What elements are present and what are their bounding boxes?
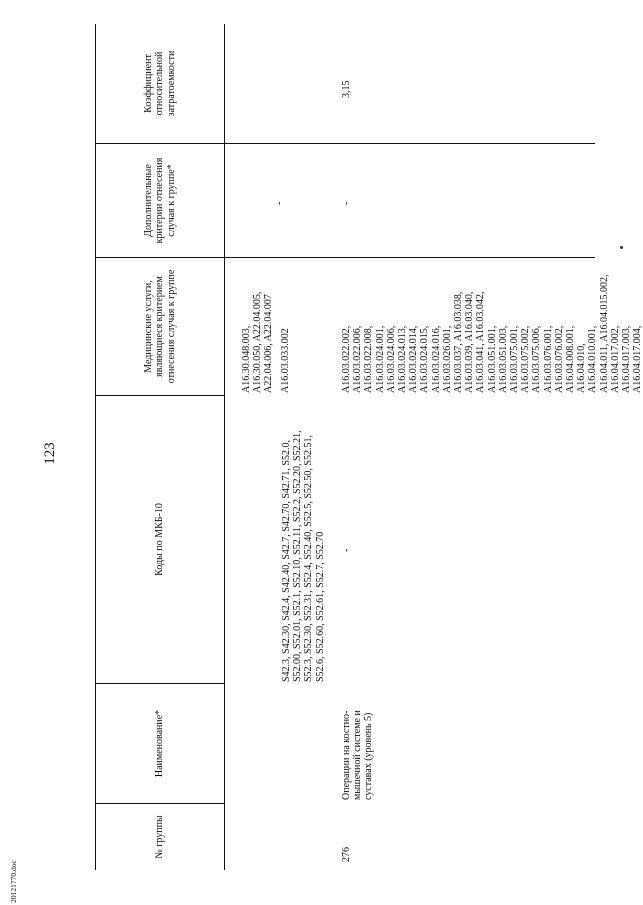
- table-wrapper: [95, 24, 643, 870]
- service-code: A16.04.010,: [576, 343, 588, 393]
- icd-code-line: S42.3, S42.30, S42.4, S42.40, S42.7, S42.70, S42.71, S52.0,: [281, 440, 292, 682]
- group-number: 276: [341, 847, 352, 862]
- service-code: A16.03.075.006,: [531, 325, 543, 393]
- service-code: A16.03.024.006,: [385, 325, 397, 393]
- icd-code-line: S52.6, S52.60, S52.61, S52.7, S52.70: [314, 531, 326, 682]
- footer-filename-text: 20121770.doc: [8, 859, 18, 903]
- page-number-text: 123: [41, 441, 58, 465]
- service-code: A22.04.006, A22.04.007: [263, 294, 275, 393]
- extra-criteria-value: -: [341, 201, 352, 205]
- prev-row-icd-codes: [281, 394, 326, 682]
- row-276-extra: [341, 193, 352, 205]
- header-services: [96, 258, 224, 396]
- service-code: A16.30.048.003,: [241, 325, 252, 393]
- service-code: A16.03.076.002,: [553, 325, 565, 393]
- header-extra-criteria-text: Дополнительные критерии отнесения случая к группе*: [143, 157, 177, 244]
- header-coefficient-text: Коэффициент относительной затратоемкости: [143, 50, 177, 117]
- page-number: [38, 441, 62, 465]
- header-icd-codes-text: Коды по МКБ-10: [154, 503, 166, 576]
- service-code: A16.03.051.001,: [486, 325, 498, 393]
- icd-code-line: S52.00, S52.01, S52.1, S52.10, S52.11, S52.2, S52.20, S52.21,: [292, 430, 304, 682]
- service-code: A16.04.017.003,: [621, 325, 633, 393]
- service-code: A16.03.075.002,: [520, 325, 532, 393]
- icd-code-line: S52.3, S52.30, S52.31, S52.4, S52.40, S52.5, S52.50, S52.51,: [303, 435, 315, 682]
- service-code: A16.03.022.006,: [352, 325, 364, 393]
- service-code: A16.03.051.003,: [497, 325, 509, 393]
- row-276-services: [341, 259, 643, 393]
- header-services-text: Медицинские услуги, являющиеся критерием отнесения случая к группе: [143, 269, 177, 384]
- service-code: A16.04.011, A16.04.015.002,: [598, 274, 610, 393]
- service-code: A16.03.022.002,: [341, 325, 352, 393]
- coefficient-value: 3,15: [341, 80, 352, 98]
- prev-row-services: [241, 259, 275, 393]
- service-code: A16.03.037, A16.03.038,: [453, 291, 465, 393]
- service-code: A16.30.050, A22.04.005,: [252, 291, 264, 393]
- service-code: A16.03.024.014,: [408, 325, 420, 393]
- row-276-coefficient: [341, 58, 352, 98]
- header-coefficient: [96, 24, 224, 144]
- header-extra-criteria: [96, 144, 224, 258]
- service-code: A16.03.024.001,: [374, 325, 386, 393]
- service-code: A16.03.075.001,: [509, 325, 521, 393]
- service-code: A16.04.017.002,: [609, 325, 621, 393]
- service-code: A16.04.017.004,: [632, 325, 643, 393]
- service-code: A16.03.033.002: [280, 328, 291, 393]
- service-code: A16.03.039, A16.03.040,: [464, 291, 476, 393]
- header-group-no: [96, 804, 224, 870]
- header-name: [96, 684, 224, 804]
- row-276-icd: [341, 540, 352, 552]
- prev-row-extra: [274, 193, 285, 205]
- table-header: [95, 24, 225, 870]
- service-code: A16.03.024.016,: [430, 325, 442, 393]
- header-name-text: Наименование*: [154, 709, 166, 778]
- footer-filename: [2, 857, 24, 905]
- group-name: Операции на костно-мышечной системе и суставах (уровень 5): [341, 710, 375, 800]
- service-code: A16.03.022.008,: [363, 325, 375, 393]
- header-group-no-text: № группы: [154, 815, 166, 859]
- extra-criteria-value: -: [274, 201, 285, 205]
- icd-code-line: -: [341, 548, 352, 552]
- service-code: A16.03.026.001,: [441, 325, 453, 393]
- service-code: A16.03.024.013,: [397, 325, 409, 393]
- service-code: A16.04.010.001,: [587, 325, 599, 393]
- prev-row-services-2: [280, 259, 291, 393]
- ksg-table: [95, 24, 643, 870]
- service-code: A16.03.076.001,: [542, 325, 554, 393]
- service-code: A16.03.024.015,: [419, 325, 431, 393]
- row-276-name: [341, 686, 375, 800]
- column-divider: [223, 143, 595, 144]
- column-divider: [223, 257, 595, 258]
- service-code: A16.04.008.001,: [565, 325, 577, 393]
- table-body: [223, 24, 643, 870]
- row-276-group-no: [341, 812, 352, 862]
- stray-mark: [620, 246, 623, 249]
- header-icd-codes: [96, 396, 224, 684]
- service-code: A16.03.041, A16.03.042,: [475, 291, 487, 393]
